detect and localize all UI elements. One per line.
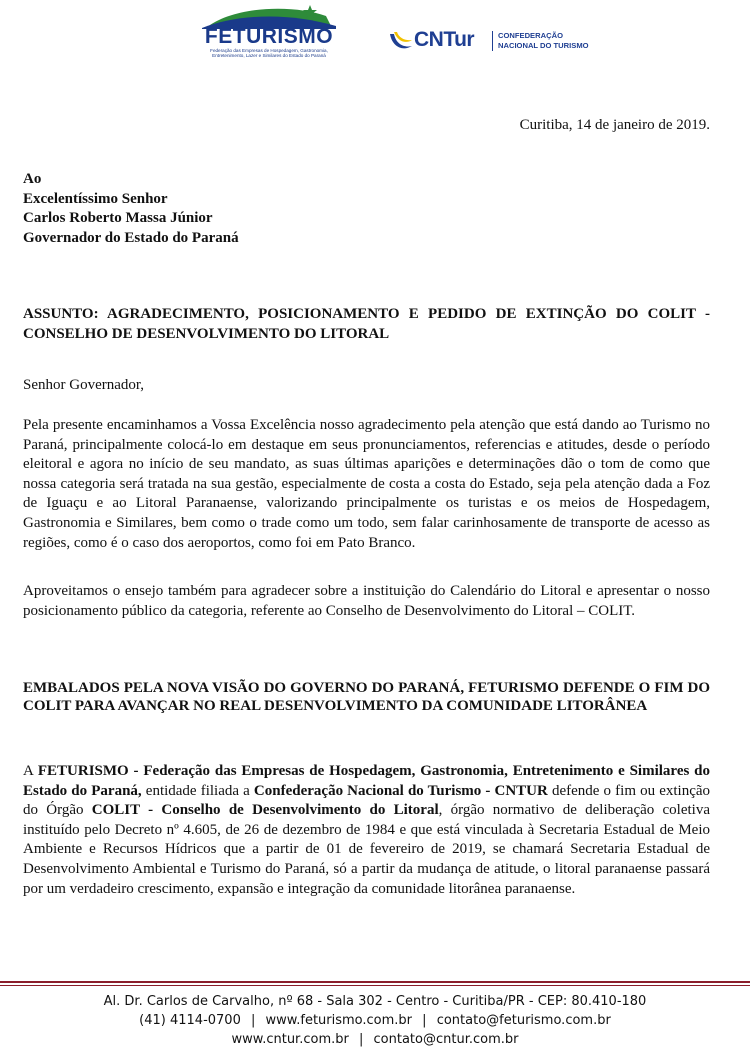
footer-separator: | <box>358 1032 364 1047</box>
paragraph-text: , órgão normativo de deliberação coletiva instituído pelo Decreto nº 4.605, de 26 de dezembro de 1984 e que está vinculada à Secretaria Estadual de Meio Ambiente e Recursos Hídricos que a partir de 01 de fevereiro de 2019, se chamará Secretaria Estadual de Desenvolvimento Ambiental e Turismo do Paraná, só a partir da mudança de atitude, o litoral paranaense passará por um verdadeiro crescimento, expansão e integração da comunidade litorânea paranaense. <box>23 802 711 897</box>
recipient-block <box>23 170 239 248</box>
recipient-line: Excelentíssimo Senhor <box>23 190 168 207</box>
body-paragraph-2: Aproveitamos o ensejo também para agradecer sobre a instituição do Calendário do Litoral e apresentar o nosso posicionamento público da categoria, referente ao Conselho de Desenvolvimento do Litoral – COLIT. <box>23 583 710 619</box>
footer-email-cntur[interactable]: contato@cntur.com.br <box>373 1032 519 1047</box>
cntur-logo-subtitle <box>498 31 589 51</box>
footer-separator: | <box>251 1013 256 1028</box>
letter-salutation: Senhor Governador, <box>23 377 145 393</box>
recipient-line: Governador do Estado do Paraná <box>23 229 239 246</box>
feturismo-subtitle-line: Federação das Empresas de Hospedagem, Gastronomia, <box>210 48 328 53</box>
cntur-subtitle-line: NACIONAL DO TURISMO <box>498 41 589 50</box>
cntur-swoosh-icon <box>388 24 414 58</box>
paragraph-bold-text: Confederação Nacional do Turismo - CNTUR <box>253 782 548 799</box>
footer-website-cntur[interactable]: www.cntur.com.br <box>231 1032 349 1047</box>
feturismo-logo-subtitle <box>198 48 340 59</box>
feturismo-logo-name: FETURISMO <box>204 25 334 48</box>
footer-website-feturismo[interactable]: www.feturismo.com.br <box>265 1013 413 1028</box>
cntur-logo-name: CNTur <box>414 28 475 51</box>
recipient-line: Carlos Roberto Massa Júnior <box>23 210 213 226</box>
footer-email-feturismo[interactable]: contato@feturismo.com.br <box>436 1013 611 1028</box>
cntur-logo-divider <box>492 31 493 51</box>
body-paragraph-3 <box>23 762 710 899</box>
footer-separator: | <box>422 1013 427 1028</box>
body-paragraph-1: Pela presente encaminhamos a Vossa Excelência nosso agradecimento pela atenção que está dando ao Turismo no Paraná, principalmente colocá-lo em destaque em seus pronunciamentos, referencias e atitudes, desde o período eleitoral e agora no início de seu mandato, as suas últimas aparições e determinações dão o tom de como que nossa categoria será tratada na sua gestão, especialmente de costa a costa do Estado, seja pela atenção dada a Foz de Iguaçu e ao Litoral Paranaense, valorizando principalmente os turistas e os meios de Hospedagem, Gastronomia e Similares, bem como o trade como um todo, sem falar carinhosamente de transporte de acesso as regiões, como é o caso dos aeroportos, como foi em Pato Branco. <box>23 417 710 551</box>
feturismo-subtitle-line: Entretenimento, Lazer e Similares do Estado do Paraná <box>212 53 326 59</box>
feturismo-logo <box>198 2 340 64</box>
footer-rule <box>0 981 750 983</box>
paragraph-bold-text: FETURISMO - Federação das Empresas de Hospedagem, Gastronomia, Entretenimento e Similares do Estado do Paraná, <box>23 763 710 799</box>
footer-phone: (41) 4114-0700 <box>139 1013 241 1028</box>
paragraph-text: A <box>23 763 38 779</box>
paragraph-bold-text: COLIT - Conselho de Desenvolvimento do Litoral <box>91 802 439 819</box>
section-heading: EMBALADOS PELA NOVA VISÃO DO GOVERNO DO PARANÁ, FETURISMO DEFENDE O FIM DO COLIT PARA AVANÇAR NO REAL DESENVOLVIMENTO DA COMUNIDADE LITORÂNEA <box>23 680 710 714</box>
paragraph-text: defende o fim ou extinção do Órgão <box>23 782 711 819</box>
recipient-line: Ao <box>23 171 42 187</box>
footer-rule <box>0 985 750 986</box>
cntur-subtitle-line: CONFEDERAÇÃO <box>498 31 563 40</box>
letter-date: Curitiba, 14 de janeiro de 2019. <box>519 117 710 133</box>
paragraph-text: entidade filiada a <box>141 782 254 799</box>
footer-address: Al. Dr. Carlos de Carvalho, nº 68 - Sala 302 - Centro - Curitiba/PR - CEP: 80.410-180 <box>103 994 647 1009</box>
letter-subject: ASSUNTO: AGRADECIMENTO, POSICIONAMENTO E PEDIDO DE EXTINÇÃO DO COLIT - CONSELHO DE DESENVOLVIMENTO DO LITORAL <box>23 306 710 342</box>
footer-cntur-contacts <box>0 1032 750 1047</box>
footer-contacts <box>0 1013 750 1028</box>
cntur-logo <box>388 24 628 58</box>
